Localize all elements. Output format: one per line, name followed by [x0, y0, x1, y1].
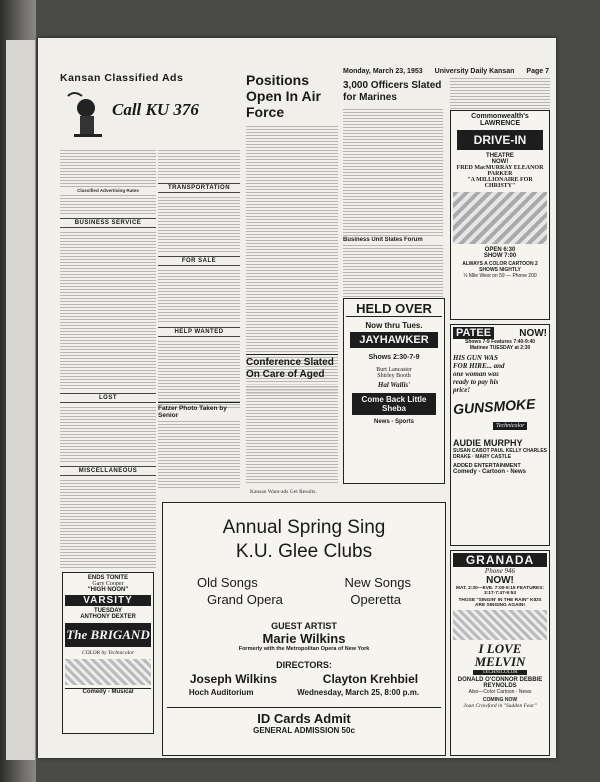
grand-opera: Grand Opera — [207, 592, 283, 607]
old-songs: Old Songs — [197, 575, 258, 590]
director-krehbiel: Clayton Krehbiel — [322, 672, 419, 686]
guest-artist-note: Formerly with the Metropolitan Opera of New York — [238, 646, 370, 652]
patee-name: PATEE — [453, 327, 494, 339]
page-header — [343, 68, 549, 75]
patee-costars: SUSAN CABOT PAUL KELLY CHARLES DRAKE · MARY CASTLE — [453, 448, 547, 460]
varsity-star: Gary Cooper — [92, 581, 124, 587]
patee-star: AUDIE MURPHY — [453, 438, 523, 448]
spring-sing-title: Annual Spring Sing — [222, 517, 386, 538]
granada-technicolor: TECHNICOLOR — [473, 670, 527, 675]
patee-added: ADDED ENTERTAINMENT — [453, 463, 521, 469]
held-over-ad — [343, 298, 445, 484]
drive-in-illustration — [453, 192, 547, 244]
held-over-news: News - Sports — [373, 419, 414, 425]
varsity-tuesday: TUESDAY — [93, 608, 123, 614]
held-over-film: Come Back Little Sheba — [352, 393, 436, 415]
patee-film: GUNSMOKE — [452, 395, 536, 418]
drive-in-chain: Commonwealth's LAWRENCE — [471, 113, 529, 127]
directors-label: DIRECTORS: — [276, 660, 332, 670]
guest-artist-name: Marie Wilkins — [262, 631, 346, 646]
granada-name: GRANADA — [453, 553, 547, 567]
drive-in-open: OPEN 6:30 — [484, 247, 516, 253]
drive-in-film: "A MILLIONAIRE FOR CHRISTY" — [467, 177, 533, 189]
rates-title: Classified Advertising Rates — [77, 188, 139, 193]
varsity-ad — [62, 572, 154, 734]
patee-extras: Comedy - Cartoon - News — [453, 469, 527, 475]
granada-now: NOW! — [486, 575, 514, 586]
section-transportation: TRANSPORTATION — [158, 183, 240, 193]
drive-in-now: NOW! — [491, 159, 509, 165]
granada-coming-film: Joan Crawford in "Sudden Fear" — [463, 703, 537, 709]
jayhawker-name: JAYHAWKER — [350, 332, 438, 348]
event-date: Wednesday, March 25, 8:00 p.m. — [297, 688, 420, 697]
granada-ad — [450, 550, 550, 756]
previous-page-edge — [6, 40, 36, 760]
granada-film: I LOVE MELVIN — [474, 641, 526, 669]
marines-story — [343, 80, 443, 320]
air-force-headline: Positions Open In Air Force — [246, 72, 321, 120]
section-for-sale: FOR SALE — [158, 256, 240, 266]
id-cards-admit: ID Cards Admit — [167, 707, 441, 726]
varsity-ends: ENDS TONITE — [87, 575, 129, 581]
new-songs: New Songs — [344, 575, 411, 590]
cast-booth: Shirley Booth — [377, 373, 411, 379]
hal-wallis: Hal Wallis' — [377, 381, 411, 389]
business-units-headline: Business Unit Slates Forum — [343, 237, 423, 243]
guest-artist-label: GUEST ARTIST — [271, 621, 337, 631]
operetta: Operetta — [350, 592, 401, 607]
drive-in-ad — [450, 110, 550, 320]
drive-in-location: ½ Mile West on 59 — Phone 200 — [463, 273, 537, 279]
classified-logo — [60, 88, 199, 146]
held-over-now: Now thru Tues. — [365, 321, 423, 330]
patee-matinee: Matinee TUESDAY at 2:30 — [469, 345, 531, 351]
director-wilkins: Joseph Wilkins — [189, 672, 278, 686]
section-help-wanted: HELP WANTED — [158, 327, 240, 337]
drive-in-theatre: THEATRE — [486, 153, 514, 159]
patee-technicolor: Technicolor — [493, 422, 527, 430]
granada-phone: Phone 946 — [484, 567, 516, 575]
varsity-feature: The BRIGAND — [65, 623, 151, 647]
conference-headline: Conference Slated On Care of Aged — [246, 354, 338, 381]
held-over-shows: Shows 2:30-7-9 — [368, 354, 420, 361]
varsity-name: VARSITY — [65, 595, 151, 606]
header-date: Monday, March 23, 1953 — [343, 68, 423, 75]
classified-title: Kansan Classified Ads — [60, 72, 184, 84]
fatzer-story — [158, 402, 240, 492]
varsity-film: "HIGH NOON" — [87, 587, 129, 593]
header-paper: University Daily Kansan — [434, 68, 515, 75]
fatzer-headline: Fatzer Photo Taken by Senior — [158, 402, 240, 419]
drive-in-sign: DRIVE-IN — [457, 130, 543, 150]
granada-times: MAT. 2:30—EVE. 7:00-9:15 FEATURES: 3:17-7:47-9:53 — [455, 586, 545, 596]
section-miscellaneous: MISCELLANEOUS — [60, 466, 156, 476]
granada-also: Also—Color Cartoon · News — [468, 689, 532, 695]
varsity-illustration — [65, 659, 151, 685]
venue: Hoch Auditorium — [188, 688, 254, 697]
drive-in-tonight: ALWAYS A COLOR CARTOON 2 SHOWS NIGHTLY — [462, 261, 538, 273]
drive-in-stars: FRED MacMURRAY ELEANOR PARKER — [456, 165, 544, 177]
patee-shows: Shows 7-9 Features 7:40-9:40 — [464, 339, 536, 345]
general-admission: GENERAL ADMISSION 50c — [253, 726, 355, 735]
spring-sing-ad — [162, 502, 446, 756]
varsity-lead: ANTHONY DEXTER — [80, 614, 136, 620]
patee-ad — [450, 324, 550, 546]
patee-now: NOW! — [519, 327, 547, 339]
want-ads-line: Kansan Want-ads Get Results. — [250, 489, 317, 495]
drive-in-show: SHOW 7:00 — [483, 253, 517, 259]
spring-sing-subtitle: K.U. Glee Clubs — [235, 541, 373, 562]
varsity-extras: Comedy - Musical — [65, 688, 151, 695]
cast-lancaster: Burt Lancaster — [376, 367, 412, 373]
marines-headline: 3,000 Officers Slated for Marines — [343, 80, 442, 103]
section-business-service: BUSINESS SERVICE — [60, 218, 156, 228]
patee-tagline: HIS GUN WAS FOR HIRE... and one woman was ready to pay his price! — [453, 354, 505, 394]
granada-coming: COMING NOW — [482, 697, 518, 703]
classified-title-bar — [60, 72, 240, 84]
varsity-color: COLOR by Technicolor — [81, 650, 135, 656]
granada-illustration — [453, 610, 547, 640]
newspaper-page — [38, 38, 556, 758]
section-lost: LOST — [60, 393, 156, 403]
classified-column-2 — [158, 148, 240, 438]
conference-story — [246, 354, 338, 494]
granada-tagline: THOSE "SINGIN' IN THE RAIN" KIDS ARE SINGING AGAIN! — [458, 598, 542, 608]
call-number: Call KU 376 — [112, 100, 199, 119]
header-page: Page 7 — [526, 68, 549, 75]
granada-stars: DONALD O'CONNOR DEBBIE REYNOLDS — [457, 677, 543, 689]
held-over-title: HELD OVER — [346, 301, 442, 317]
